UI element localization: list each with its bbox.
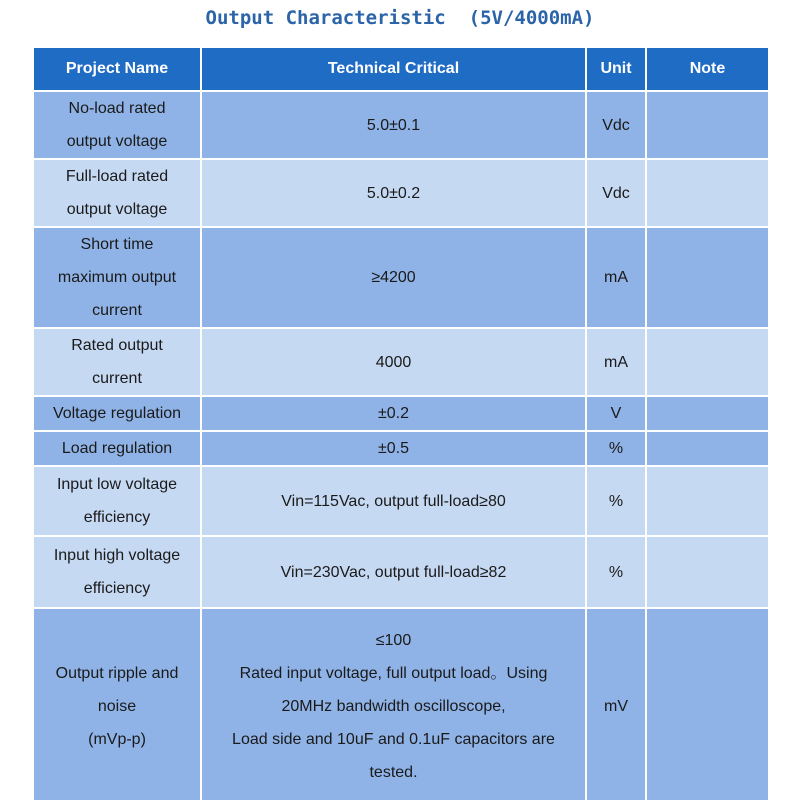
note-cell — [646, 227, 769, 328]
unit-cell: % — [586, 431, 646, 466]
technical-critical-line: Rated input voltage, full output load。Using — [239, 664, 548, 682]
technical-critical-line: Load side and 10uF and 0.1uF capacitors are — [232, 730, 555, 748]
note-cell — [646, 608, 769, 800]
project-name-cell — [33, 159, 201, 227]
technical-critical-cell — [201, 396, 586, 431]
technical-critical-line: 5.0±0.1 — [366, 116, 421, 134]
project-name-line: Load regulation — [61, 440, 173, 457]
technical-critical-line: ≤100 — [375, 631, 412, 649]
header-unit: Unit — [586, 47, 646, 91]
unit-cell: % — [586, 536, 646, 608]
project-name-cell — [33, 227, 201, 328]
technical-critical-cell — [201, 91, 586, 159]
unit-cell: V — [586, 396, 646, 431]
technical-critical-cell — [201, 466, 586, 536]
project-name-line: Input high voltage — [53, 547, 181, 564]
note-cell — [646, 159, 769, 227]
table-row — [33, 608, 769, 800]
unit-cell: Vdc — [586, 91, 646, 159]
project-name-line: efficiency — [83, 580, 151, 597]
unit-cell: mA — [586, 328, 646, 396]
project-name-line: Input low voltage — [56, 476, 178, 493]
unit-cell: Vdc — [586, 159, 646, 227]
project-name-line: maximum output — [57, 269, 177, 286]
note-cell — [646, 396, 769, 431]
technical-critical-cell — [201, 159, 586, 227]
technical-critical-line: ±0.2 — [377, 405, 410, 422]
note-cell — [646, 536, 769, 608]
table-row — [33, 328, 769, 396]
technical-critical-cell — [201, 431, 586, 466]
table-row — [33, 431, 769, 466]
technical-critical-cell — [201, 227, 586, 328]
unit-cell: mA — [586, 227, 646, 328]
technical-critical-line: 5.0±0.2 — [366, 184, 421, 202]
project-name-line: Output ripple and — [55, 664, 179, 682]
table-row — [33, 396, 769, 431]
project-name-line: current — [92, 302, 142, 319]
technical-critical-cell — [201, 328, 586, 396]
project-name-line: Voltage regulation — [52, 405, 182, 422]
unit-cell: mV — [586, 608, 646, 800]
unit-cell: % — [586, 466, 646, 536]
table-row — [33, 466, 769, 536]
project-name-line: (mVp-p) — [88, 730, 146, 748]
project-name-cell — [33, 466, 201, 536]
project-name-line: Full-load rated — [65, 168, 169, 185]
project-name-line: No-load rated — [68, 100, 166, 117]
project-name-cell — [33, 608, 201, 800]
note-cell — [646, 466, 769, 536]
technical-critical-cell — [201, 536, 586, 608]
table-row — [33, 227, 769, 328]
project-name-line: output voltage — [66, 201, 168, 218]
header-technical-critical: Technical Critical — [201, 47, 586, 91]
project-name-line: Short time — [80, 236, 154, 253]
note-cell — [646, 328, 769, 396]
technical-critical-line: ±0.5 — [377, 440, 410, 457]
header-row — [33, 47, 769, 91]
technical-critical-line: 4000 — [375, 353, 412, 371]
table-row — [33, 91, 769, 159]
project-name-line: efficiency — [83, 509, 151, 526]
page-title: Output Characteristic (5V/4000mA) — [205, 7, 595, 29]
header-note: Note — [646, 47, 769, 91]
technical-critical-cell — [201, 608, 586, 800]
project-name-line: current — [92, 370, 142, 387]
project-name-cell — [33, 396, 201, 431]
project-name-cell — [33, 328, 201, 396]
technical-critical-line: ≥4200 — [371, 269, 416, 286]
project-name-cell — [33, 536, 201, 608]
project-name-line: output voltage — [66, 133, 168, 150]
technical-critical-line: tested. — [369, 763, 418, 781]
project-name-cell — [33, 431, 201, 466]
header-project-name: Project Name — [33, 47, 201, 91]
project-name-line: noise — [97, 697, 137, 715]
technical-critical-line: 20MHz bandwidth oscilloscope, — [281, 697, 506, 715]
project-name-line: Rated output — [71, 337, 163, 354]
technical-critical-line: Vin=115Vac, output full-load≥80 — [281, 492, 506, 510]
table-row — [33, 159, 769, 227]
note-cell — [646, 431, 769, 466]
spec-table — [32, 46, 770, 800]
technical-critical-line: Vin=230Vac, output full-load≥82 — [280, 563, 507, 581]
note-cell — [646, 91, 769, 159]
project-name-cell — [33, 91, 201, 159]
table-row — [33, 536, 769, 608]
